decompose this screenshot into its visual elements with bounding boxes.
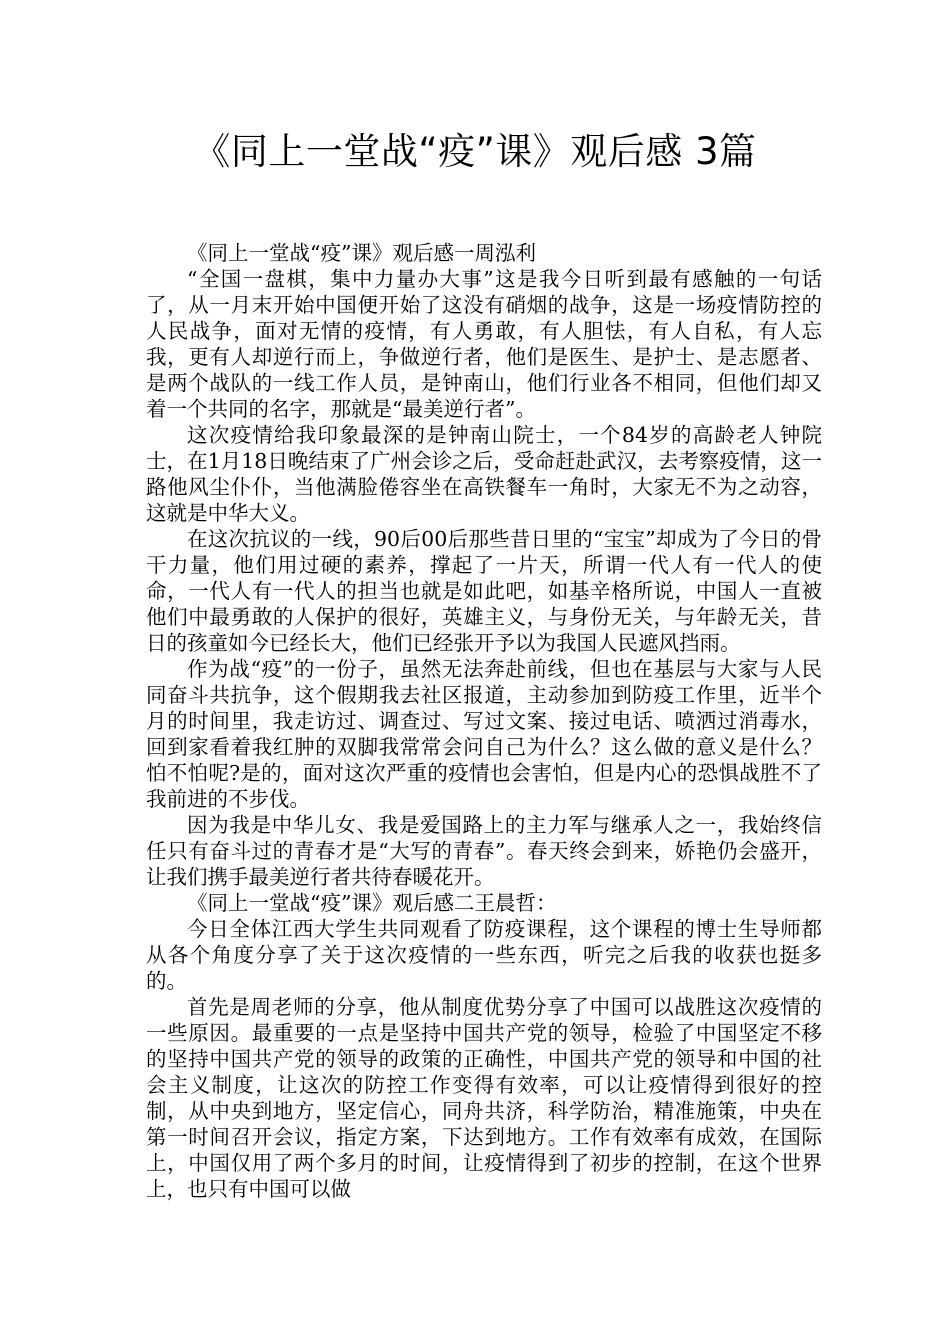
- paragraph: 因为我是中华儿女、我是爱国路上的主力军与继承人之一，我始终信任只有奋斗过的青春才是“大写的青春”。春天终会到来，娇艳仍会盛开，让我们携手最美逆行者共待春暖花开。: [146, 813, 822, 889]
- document-body: [146, 240, 822, 1202]
- document-title: 《同上一堂战“疫”课》观后感 3篇: [193, 130, 757, 173]
- paragraph: “全国一盘棋，集中力量办大事”这是我今日听到最有感触的一句话了，从一月末开始中国便开始了这没有硝烟的战争，这是一场疫情防控的人民战争，面对无情的疫情，有人勇敢，有人胆怯，有人自私，有人忘我，更有人却逆行而上，争做逆行者，他们是医生、是护士、是志愿者、是两个战队的一线工作人员，是钟南山，他们行业各不相同，但他们却又着一个共同的名字，那就是“最美逆行者”。: [146, 267, 822, 421]
- paragraph: 《同上一堂战“疫”课》观后感一周泓利: [187, 241, 536, 265]
- paragraph: 今日全体江西大学生共同观看了防疫课程，这个课程的博士生导师都从各个角度分享了关于这次疫情的一些东西，听完之后我的收获也挺多的。: [146, 917, 822, 993]
- paragraph: 首先是周老师的分享，他从制度优势分享了中国可以战胜这次疫情的一些原因。最重要的一点是坚持中国共产党的领导，检验了中国坚定不移的坚持中国共产党的领导的政策的正确性，中国共产党的领导和中国的社会主义制度，让这次的防控工作变得有效率，可以让疫情得到很好的控制，从中央到地方，坚定信心，同舟共济，科学防治，精准施策，中央在第一时间召开会议，指定方案，下达到地方。工作有效率有成效，在国际上，中国仅用了两个多月的时间，让疫情得到了初步的控制，在这个世界上，也只有中国可以做: [146, 995, 822, 1201]
- paragraph: 作为战“疫”的一份子，虽然无法奔赴前线，但也在基层与大家与人民同奋斗共抗争，这个假期我去社区报道，主动参加到防疫工作里，近半个月的时间里，我走访过、调查过、写过文案、接过电话、喷洒过消毒水，回到家看着我红肿的双脚我常常会问自己为什么？这么做的意义是什么？怕不怕呢?是的，面对这次严重的疫情也会害怕，但是内心的恐惧战胜不了我前进的不步伐。: [146, 657, 822, 811]
- paragraph: 在这次抗议的一线，90后00后那些昔日里的“宝宝”却成为了今日的骨干力量，他们用过硬的素养，撑起了一片天，所谓一代人有一代人的使命，一代人有一代人的担当也就是如此吧，如基辛格所说，中国人一直被他们中最勇敢的人保护的很好，英雄主义，与身份无关，与年龄无关，昔日的孩童如今已经长大，他们已经张开予以为我国人民遮风挡雨。: [146, 527, 822, 655]
- paragraph: 这次疫情给我印象最深的是钟南山院士，一个84岁的高龄老人钟院士，在1月18日晚结束了广州会诊之后，受命赶赴武汉，去考察疫情，这一路他风尘仆仆，当他满脸倦容坐在高铁餐车一角时，大家无不为之动容，这就是中华大义。: [146, 423, 822, 525]
- paragraph: 《同上一堂战“疫”课》观后感二王晨哲：: [187, 891, 557, 915]
